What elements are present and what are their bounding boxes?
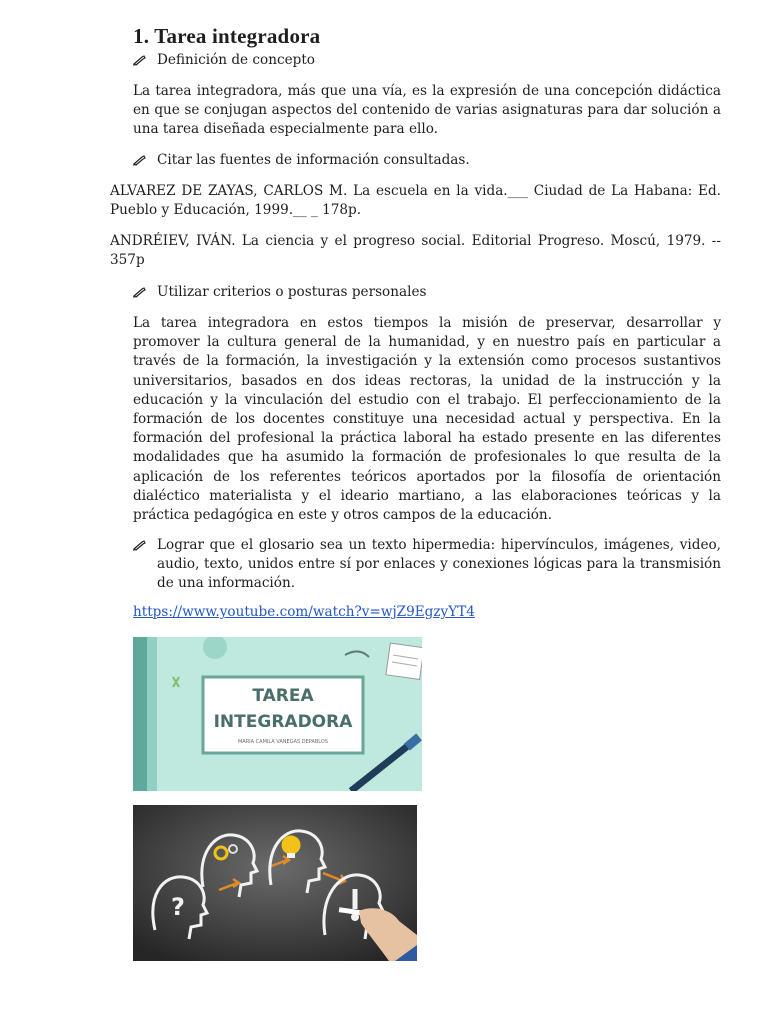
- cover-title-line1: TAREA: [252, 686, 314, 706]
- definition-paragraph: La tarea integradora, más que una vía, es la expresión de una concepción didáctica en que se conjugan aspectos del contenido de varias asignaturas para dar solución a una tarea diseñada especialmente para ello.: [133, 83, 721, 138]
- bullet-hypermedia: [133, 536, 721, 593]
- bullet-label: Utilizar criterios o posturas personales: [157, 284, 427, 300]
- cover-author: MARIA CAMILA VANEGAS DEPABLOS: [237, 739, 329, 745]
- writing-hand-icon: [133, 536, 157, 557]
- bullet-sources: [133, 151, 470, 172]
- reference-1: ALVAREZ DE ZAYAS, CARLOS M. La escuela en la vida.___ Ciudad de La Habana: Ed. Pueblo y Educación, 1999.__ _ 178p.: [110, 183, 721, 219]
- bullet-label: Lograr que el glosario sea un texto hipermedia: hipervínculos, imágenes, video, audio, texto, unidos entre sí por enlaces y conexiones lógicas para la transmisión de una información.: [157, 537, 721, 591]
- reference-2: ANDRÉIEV, IVÁN. La ciencia y el progreso social. Editorial Progreso. Moscú, 1979. -- 357p: [110, 233, 721, 269]
- youtube-link[interactable]: https://www.youtube.com/watch?v=wjZ9EgzyYT4: [133, 604, 475, 620]
- tarea-integradora-cover-image: [133, 637, 422, 791]
- cover-title-line2: INTEGRADORA: [213, 712, 353, 732]
- bullet-criteria: [133, 283, 426, 304]
- writing-hand-icon: [133, 283, 157, 304]
- bullet-definition: [133, 51, 315, 72]
- writing-hand-icon: [133, 51, 157, 72]
- bullet-label: Definición de concepto: [157, 52, 315, 68]
- bullet-label: Citar las fuentes de información consultadas.: [157, 152, 470, 168]
- svg-text:?: ?: [171, 893, 185, 921]
- thinking-heads-image: [133, 805, 417, 961]
- section-heading: 1. Tarea integradora: [133, 24, 321, 48]
- criteria-paragraph: La tarea integradora en estos tiempos la misión de preservar, desarrollar y promover la cultura general de la humanidad, y en nuestro país en particular a través de la formación, la investigación y la extensión como procesos sustantivos universitarios, basados en dos ideas rectoras, la unidad de la instrucción y la educación y la vinculación del estudio con el trabajo. El perfeccionamiento de la formación de los docentes constituye una necesidad actual y perspectiva. En la formación del profesional la práctica laboral ha estado presente en las diferentes modalidades que ha asumido la formación de profesionales lo que resulta de la aplicación de los referentes teóricos aportados por la filosofía de orientación dialéctico materialista y el ideario martiano, a las elaboraciones teóricas y la práctica pedagógica en este y otros campos de la educación.: [133, 315, 721, 524]
- writing-hand-icon: [133, 151, 157, 172]
